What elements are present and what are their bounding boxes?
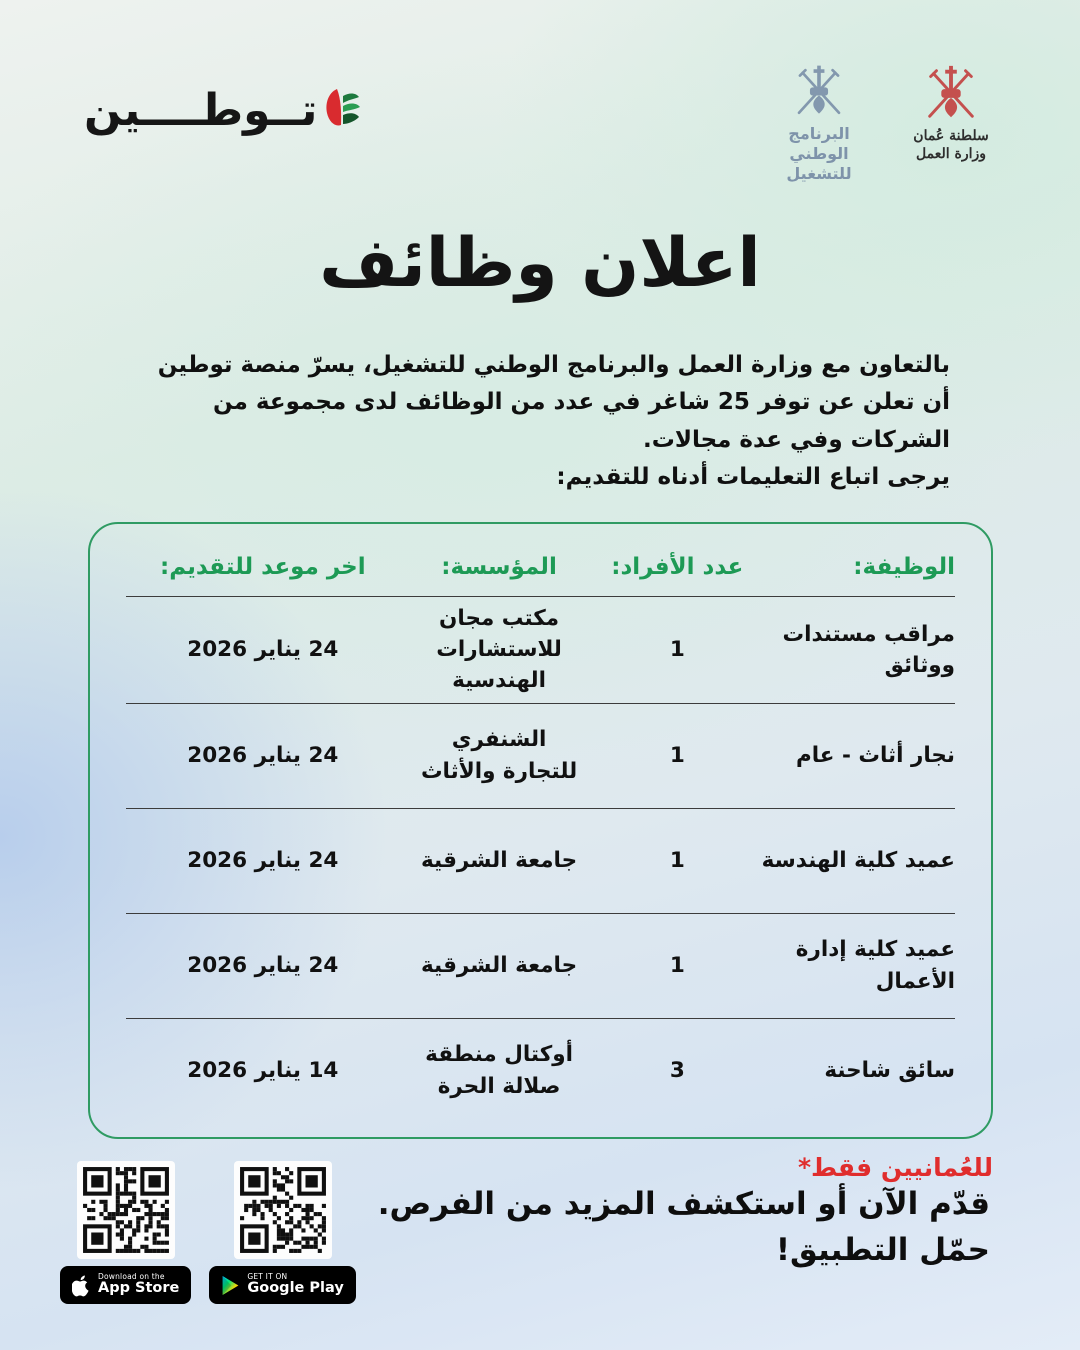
ministry-logo-text xyxy=(913,128,988,163)
cell-deadline: 24 يناير 2026 xyxy=(187,847,339,873)
cell-deadline: 24 يناير 2026 xyxy=(187,637,339,663)
table-body xyxy=(126,597,955,1123)
table-row xyxy=(126,1018,955,1123)
program-logo-text xyxy=(760,124,878,184)
oman-emblem-blue-icon xyxy=(790,62,848,120)
intro-paragraph: بالتعاون مع وزارة العمل والبرنامج الوطني للتشغيل، يسرّ منصة توطين أن تعلن عن توفر 25 شاغر في عدد من الوظائف لدى مجموعة من الشركات وفي عدة مجالات. xyxy=(157,352,950,453)
ministry-logo-line1: سلطنة عُمان xyxy=(913,128,989,144)
google-play-column xyxy=(209,1161,355,1304)
footer xyxy=(0,1161,1080,1304)
cell-organization: جامعة الشرقية xyxy=(421,847,578,873)
cta-line2: حمّل التطبيق! xyxy=(775,1232,990,1268)
header-deadline: اخر موعد للتقديم: xyxy=(160,554,366,580)
app-store-badge[interactable] xyxy=(60,1266,191,1304)
cell-deadline: 24 يناير 2026 xyxy=(187,952,339,978)
tawteen-wordmark: تــوطــــين xyxy=(84,84,318,136)
google-play-badge-bottom: Google Play xyxy=(247,1280,344,1297)
ministry-of-labour-logo xyxy=(892,62,1010,163)
google-play-icon xyxy=(221,1275,240,1296)
ministry-logo-line2: وزارة العمل xyxy=(916,145,986,162)
cell-deadline: 14 يناير 2026 xyxy=(187,1057,339,1083)
cell-job: عميد كلية الهندسة xyxy=(761,847,955,873)
apple-icon xyxy=(72,1274,91,1297)
google-play-badge-top: GET IT ON xyxy=(247,1271,288,1281)
table-row xyxy=(126,703,955,808)
header-count: عدد الأفراد: xyxy=(611,554,744,580)
program-logo-line2: للتشغيل xyxy=(786,164,852,183)
app-store-column xyxy=(60,1161,191,1304)
table-header-row xyxy=(126,544,955,597)
table-row xyxy=(126,808,955,913)
tawteen-flower-icon xyxy=(323,84,361,130)
omanis-only-note: للعُمانيين فقط* xyxy=(797,1152,993,1182)
google-play-qr-code[interactable] xyxy=(234,1161,332,1259)
app-store-qr-code[interactable] xyxy=(77,1161,175,1259)
cell-count: 1 xyxy=(669,952,685,978)
google-play-badge-text xyxy=(247,1273,343,1297)
cell-count: 1 xyxy=(669,742,685,768)
cell-deadline: 24 يناير 2026 xyxy=(187,742,339,768)
app-store-badge-bottom: App Store xyxy=(98,1280,180,1297)
cell-organization: مكتب مجان للاستشارات الهندسية xyxy=(436,606,562,694)
cell-organization: جامعة الشرقية xyxy=(421,952,578,978)
cell-count: 1 xyxy=(669,637,685,663)
cell-count: 1 xyxy=(669,847,685,873)
header xyxy=(0,0,1080,184)
cell-job: نجار أثاث - عام xyxy=(795,742,955,768)
header-organization: المؤسسة: xyxy=(441,554,557,580)
program-logo-line1: البرنامج الوطني xyxy=(788,124,850,163)
intro-instruction: يرجى اتباع التعليمات أدناه للتقديم: xyxy=(556,463,950,490)
app-store-badge-text xyxy=(98,1273,179,1297)
call-to-action xyxy=(378,1186,990,1268)
page-title: اعلان وظائف xyxy=(319,224,761,303)
national-employment-program-logo xyxy=(760,62,878,184)
app-store-badge-top: Download on the xyxy=(98,1271,165,1281)
government-logos xyxy=(760,62,1010,184)
oman-emblem-red-icon xyxy=(920,62,982,124)
table-row xyxy=(126,913,955,1018)
cell-count: 3 xyxy=(669,1057,685,1083)
cell-job: عميد كلية إدارة الأعمال xyxy=(795,937,955,994)
google-play-badge[interactable] xyxy=(209,1266,355,1304)
table-row xyxy=(126,597,955,703)
cell-organization: أوكتال منطقة صلالة الحرة xyxy=(425,1042,573,1099)
cell-job: سائق شاحنة xyxy=(824,1057,955,1083)
header-job: الوظيفة: xyxy=(853,554,955,580)
cta-line1: قدّم الآن أو استكشف المزيد من الفرص. xyxy=(377,1186,990,1222)
download-section xyxy=(60,1161,356,1304)
cell-organization: الشنفري للتجارة والأثاث xyxy=(420,727,578,784)
intro-text xyxy=(132,347,950,496)
tawteen-logo xyxy=(84,84,361,136)
cell-job: مراقب مستندات ووثائق xyxy=(782,621,955,678)
jobs-table-card xyxy=(88,522,993,1139)
